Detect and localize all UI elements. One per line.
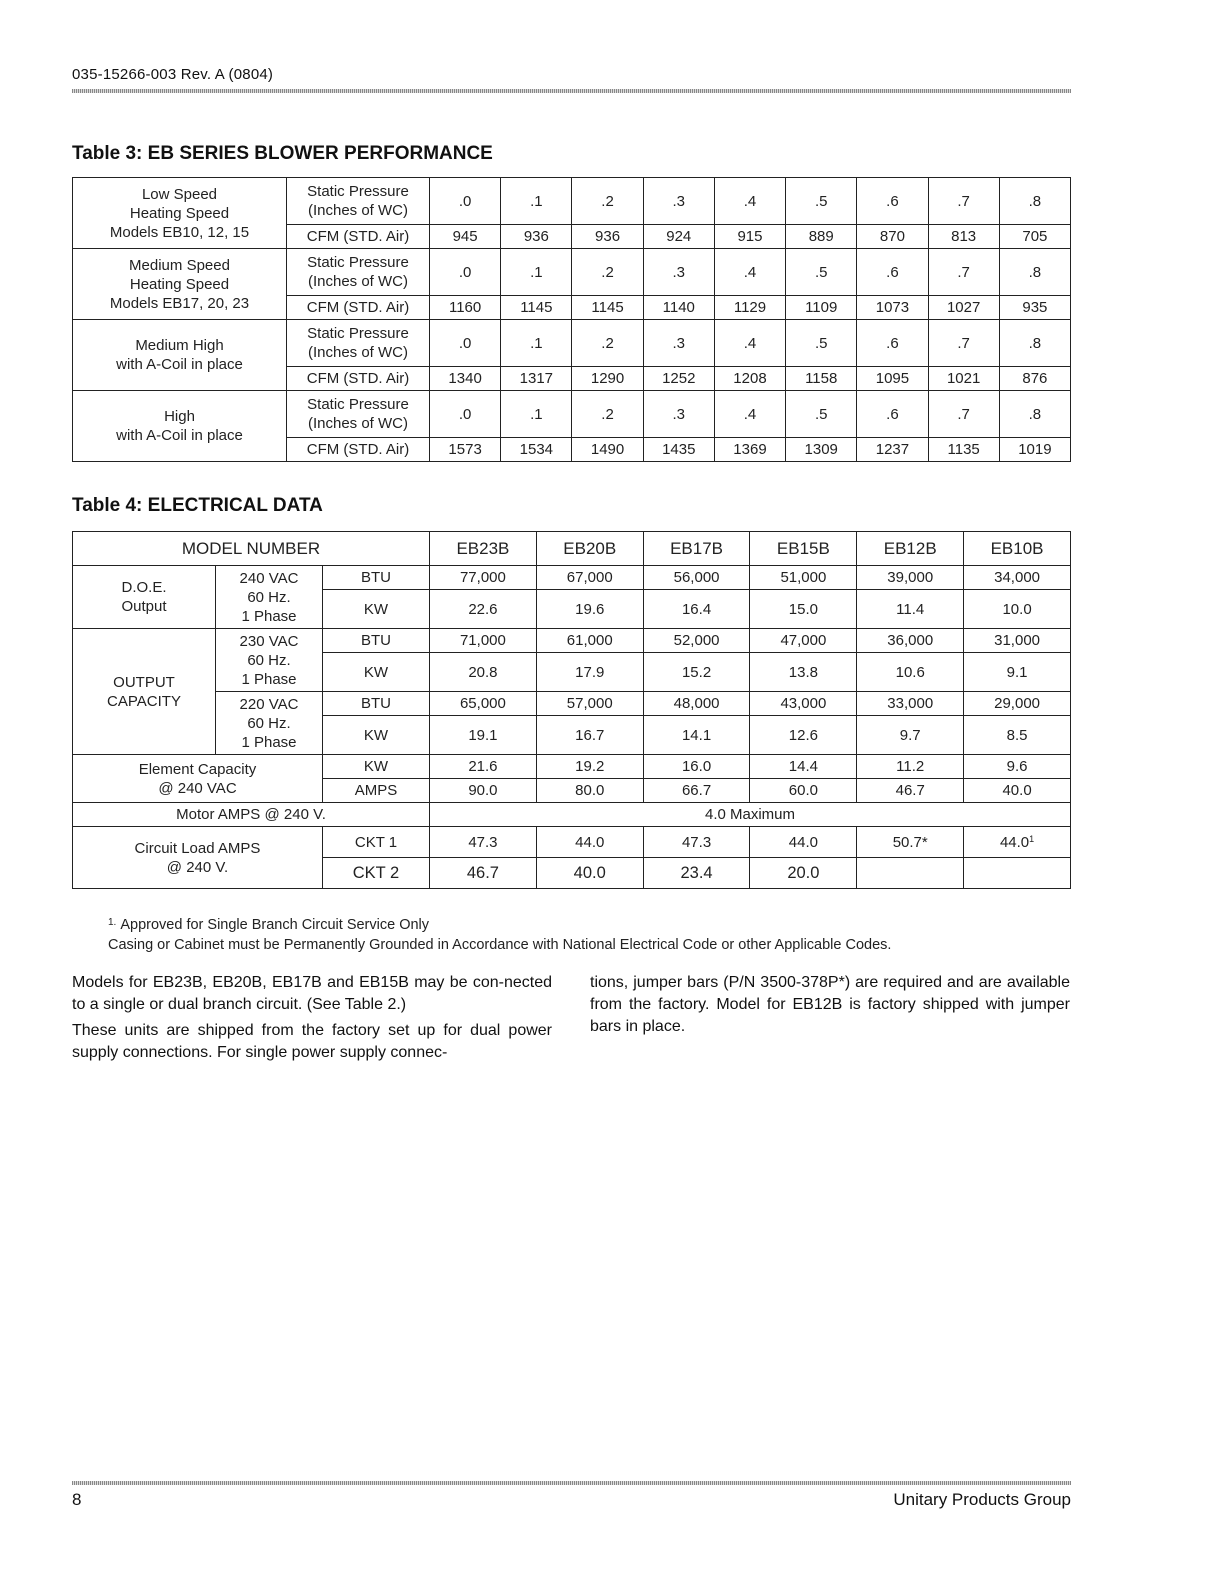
speed-label: Medium Speed Heating Speed Models EB17, 20, 23 [73, 249, 287, 320]
cfm-label: CFM (STD. Air) [287, 296, 430, 320]
value-cell: 9.7 [857, 716, 964, 755]
value-cell: 71,000 [430, 629, 537, 653]
ckt2-label: CKT 2 [323, 858, 430, 889]
static-pressure-value: .1 [501, 320, 572, 367]
static-pressure-value: .5 [786, 249, 857, 296]
static-pressure-value: .8 [999, 320, 1070, 367]
voltage-230-label: 230 VAC 60 Hz. 1 Phase [216, 629, 323, 692]
cfm-value: 935 [999, 296, 1070, 320]
value-cell [857, 858, 964, 889]
cfm-value: 1534 [501, 438, 572, 462]
footnote-text: Approved for Single Branch Circuit Service Only [120, 917, 430, 933]
value-cell: 61,000 [536, 629, 643, 653]
unit-label: BTU [323, 692, 430, 716]
value-cell: 12.6 [750, 716, 857, 755]
value-cell: 77,000 [430, 566, 537, 590]
static-pressure-value: .8 [999, 391, 1070, 438]
static-pressure-value: .4 [714, 320, 785, 367]
speed-label: High with A-Coil in place [73, 391, 287, 462]
value-cell: 29,000 [964, 692, 1071, 716]
header-divider [72, 89, 1071, 93]
static-pressure-value: .3 [643, 178, 714, 225]
footer-brand: Unitary Products Group [893, 1490, 1071, 1509]
value-cell: 36,000 [857, 629, 964, 653]
static-pressure-value: .2 [572, 391, 643, 438]
static-pressure-value: .5 [786, 320, 857, 367]
voltage-220-label: 220 VAC 60 Hz. 1 Phase [216, 692, 323, 755]
cfm-value: 1435 [643, 438, 714, 462]
value-cell: 11.4 [857, 590, 964, 629]
static-pressure-value: .7 [928, 391, 999, 438]
static-pressure-value: .5 [786, 178, 857, 225]
cfm-value: 1073 [857, 296, 928, 320]
value-cell: 66.7 [643, 779, 750, 803]
cfm-value: 1021 [928, 367, 999, 391]
cfm-value: 936 [572, 225, 643, 249]
cfm-value: 945 [430, 225, 501, 249]
static-pressure-value: .1 [501, 178, 572, 225]
cfm-value: 1145 [572, 296, 643, 320]
footnote-ref: 1 [1029, 833, 1035, 844]
value-cell: 21.6 [430, 755, 537, 779]
value-cell: 47.3 [430, 827, 537, 858]
value-cell: 43,000 [750, 692, 857, 716]
value-cell: 44.0$^1$ [964, 827, 1071, 858]
value-cell: 39,000 [857, 566, 964, 590]
value-cell: 57,000 [536, 692, 643, 716]
value-cell: 40.0 [536, 858, 643, 889]
value-cell: 19.2 [536, 755, 643, 779]
motor-amps-label: Motor AMPS @ 240 V. [73, 803, 430, 827]
static-pressure-value: .4 [714, 391, 785, 438]
model-number-header: MODEL NUMBER [73, 532, 430, 566]
value-cell: 16.4 [643, 590, 750, 629]
cfm-value: 1145 [501, 296, 572, 320]
body-paragraph: Models for EB23B, EB20B, EB17B and EB15B may be con-nected to a single or dual branch circuit. (See Table 2.) [72, 974, 552, 1013]
cfm-value: 1317 [501, 367, 572, 391]
cfm-value: 1095 [857, 367, 928, 391]
cfm-value: 1490 [572, 438, 643, 462]
value-cell: 8.5 [964, 716, 1071, 755]
value-cell: 9.6 [964, 755, 1071, 779]
static-pressure-value: .7 [928, 178, 999, 225]
cfm-value: 1027 [928, 296, 999, 320]
footer-divider [72, 1481, 1071, 1485]
static-pressure-value: .5 [786, 391, 857, 438]
static-pressure-value: .7 [928, 320, 999, 367]
unit-label: AMPS [323, 779, 430, 803]
blower-performance-table [72, 177, 1071, 462]
static-pressure-value: .3 [643, 320, 714, 367]
speed-label: Low Speed Heating Speed Models EB10, 12, 15 [73, 178, 287, 249]
value-cell: 9.1 [964, 653, 1071, 692]
static-pressure-label: Static Pressure (Inches of WC) [287, 391, 430, 438]
value-cell: 15.0 [750, 590, 857, 629]
cfm-value: 1135 [928, 438, 999, 462]
static-pressure-value: .0 [430, 249, 501, 296]
unit-label: BTU [323, 629, 430, 653]
cfm-value: 1208 [714, 367, 785, 391]
value-cell: 16.0 [643, 755, 750, 779]
static-pressure-value: .0 [430, 391, 501, 438]
cfm-value: 924 [643, 225, 714, 249]
value-cell: 47,000 [750, 629, 857, 653]
static-pressure-label: Static Pressure (Inches of WC) [287, 249, 430, 296]
value-cell: 46.7 [857, 779, 964, 803]
value-cell: 13.8 [750, 653, 857, 692]
body-paragraph: These units are shipped from the factory set up for dual power supply connections. For single power supply connec- [72, 1022, 552, 1061]
cfm-value: 1140 [643, 296, 714, 320]
cfm-value: 1252 [643, 367, 714, 391]
electrical-data-table [72, 531, 1071, 889]
value-cell: 11.2 [857, 755, 964, 779]
cfm-value: 1573 [430, 438, 501, 462]
value-cell [964, 858, 1071, 889]
static-pressure-value: .2 [572, 178, 643, 225]
static-pressure-value: .7 [928, 249, 999, 296]
value-cell: 34,000 [964, 566, 1071, 590]
value-cell: 31,000 [964, 629, 1071, 653]
cfm-value: 870 [857, 225, 928, 249]
cfm-label: CFM (STD. Air) [287, 438, 430, 462]
value-cell: 47.3 [643, 827, 750, 858]
static-pressure-value: .6 [857, 178, 928, 225]
model-header: EB10B [964, 532, 1071, 566]
value-cell: 80.0 [536, 779, 643, 803]
static-pressure-value: .2 [572, 320, 643, 367]
element-capacity-label: Element Capacity @ 240 VAC [73, 755, 323, 803]
unit-label: BTU [323, 566, 430, 590]
cfm-value: 936 [501, 225, 572, 249]
value-cell: 10.6 [857, 653, 964, 692]
cfm-value: 889 [786, 225, 857, 249]
cfm-label: CFM (STD. Air) [287, 225, 430, 249]
body-column-right [590, 972, 1070, 1042]
unit-label: KW [323, 755, 430, 779]
static-pressure-value: .1 [501, 391, 572, 438]
output-capacity-label: OUTPUT CAPACITY [73, 629, 216, 755]
static-pressure-value: .3 [643, 391, 714, 438]
cfm-value: 1309 [786, 438, 857, 462]
unit-label: KW [323, 590, 430, 629]
body-paragraph: tions, jumper bars (P/N 3500-378P*) are required and are available from the factory. Model for EB12B is factory shipped with jumper bars in place. [590, 974, 1070, 1035]
value-cell: 14.1 [643, 716, 750, 755]
cfm-value: 1369 [714, 438, 785, 462]
page-number: 8 [72, 1490, 82, 1509]
doe-voltage-label: 240 VAC 60 Hz. 1 Phase [216, 566, 323, 629]
value-cell: 40.0 [964, 779, 1071, 803]
static-pressure-value: .6 [857, 391, 928, 438]
motor-amps-value: 4.0 Maximum [430, 803, 1071, 827]
unit-label: KW [323, 716, 430, 755]
model-header: EB23B [430, 532, 537, 566]
value-cell: 52,000 [643, 629, 750, 653]
value-cell: 23.4 [643, 858, 750, 889]
unit-label: KW [323, 653, 430, 692]
value-cell: 51,000 [750, 566, 857, 590]
static-pressure-value: .8 [999, 178, 1070, 225]
model-header: EB15B [750, 532, 857, 566]
value-cell: 16.7 [536, 716, 643, 755]
cfm-label: CFM (STD. Air) [287, 367, 430, 391]
static-pressure-label: Static Pressure (Inches of WC) [287, 320, 430, 367]
static-pressure-value: .0 [430, 320, 501, 367]
cfm-value: 1160 [430, 296, 501, 320]
cfm-value: 1109 [786, 296, 857, 320]
static-pressure-value: .2 [572, 249, 643, 296]
value-cell: 22.6 [430, 590, 537, 629]
speed-label: Medium High with A-Coil in place [73, 320, 287, 391]
cfm-value: 876 [999, 367, 1070, 391]
value-cell: 14.4 [750, 755, 857, 779]
value-cell: 46.7 [430, 858, 537, 889]
static-pressure-value: .4 [714, 178, 785, 225]
value-cell: 60.0 [750, 779, 857, 803]
static-pressure-value: .8 [999, 249, 1070, 296]
value-cell: 65,000 [430, 692, 537, 716]
cfm-value: 1158 [786, 367, 857, 391]
value-cell: 15.2 [643, 653, 750, 692]
cfm-value: 1290 [572, 367, 643, 391]
static-pressure-value: .6 [857, 249, 928, 296]
static-pressure-value: .4 [714, 249, 785, 296]
ckt1-label: CKT 1 [323, 827, 430, 858]
value-cell: 20.8 [430, 653, 537, 692]
model-header: EB20B [536, 532, 643, 566]
cfm-value: 915 [714, 225, 785, 249]
value-cell: 19.1 [430, 716, 537, 755]
value-cell: 67,000 [536, 566, 643, 590]
circuit-load-label: Circuit Load AMPS @ 240 V. [73, 827, 323, 889]
static-pressure-value: .1 [501, 249, 572, 296]
value-cell: 56,000 [643, 566, 750, 590]
doe-output-label: D.O.E. Output [73, 566, 216, 629]
value-cell: 44.0 [536, 827, 643, 858]
value-cell: 20.0 [750, 858, 857, 889]
body-column-left [72, 972, 552, 1068]
cfm-value: 1019 [999, 438, 1070, 462]
document-number: 035-15266-003 Rev. A (0804) [72, 66, 274, 83]
value-cell: 17.9 [536, 653, 643, 692]
footnote [108, 917, 429, 933]
cfm-value: 705 [999, 225, 1070, 249]
cfm-value: 1129 [714, 296, 785, 320]
value-cell: 19.6 [536, 590, 643, 629]
cfm-value: 1340 [430, 367, 501, 391]
grounding-note: Casing or Cabinet must be Permanently Grounded in Accordance with National Electrical Code or other Applicable Codes. [108, 937, 892, 953]
value-cell: 50.7* [857, 827, 964, 858]
static-pressure-value: .6 [857, 320, 928, 367]
model-header: EB12B [857, 532, 964, 566]
cfm-value: 1237 [857, 438, 928, 462]
cfm-value: 813 [928, 225, 999, 249]
footnote-mark: 1. [108, 917, 117, 928]
value-cell: 48,000 [643, 692, 750, 716]
table4-title: Table 4: ELECTRICAL DATA [72, 495, 323, 516]
value-cell: 10.0 [964, 590, 1071, 629]
static-pressure-value: .0 [430, 178, 501, 225]
value-cell: 33,000 [857, 692, 964, 716]
static-pressure-label: Static Pressure (Inches of WC) [287, 178, 430, 225]
table3-title: Table 3: EB SERIES BLOWER PERFORMANCE [72, 143, 493, 164]
static-pressure-value: .3 [643, 249, 714, 296]
model-header: EB17B [643, 532, 750, 566]
value-cell: 90.0 [430, 779, 537, 803]
value-cell: 44.0 [750, 827, 857, 858]
